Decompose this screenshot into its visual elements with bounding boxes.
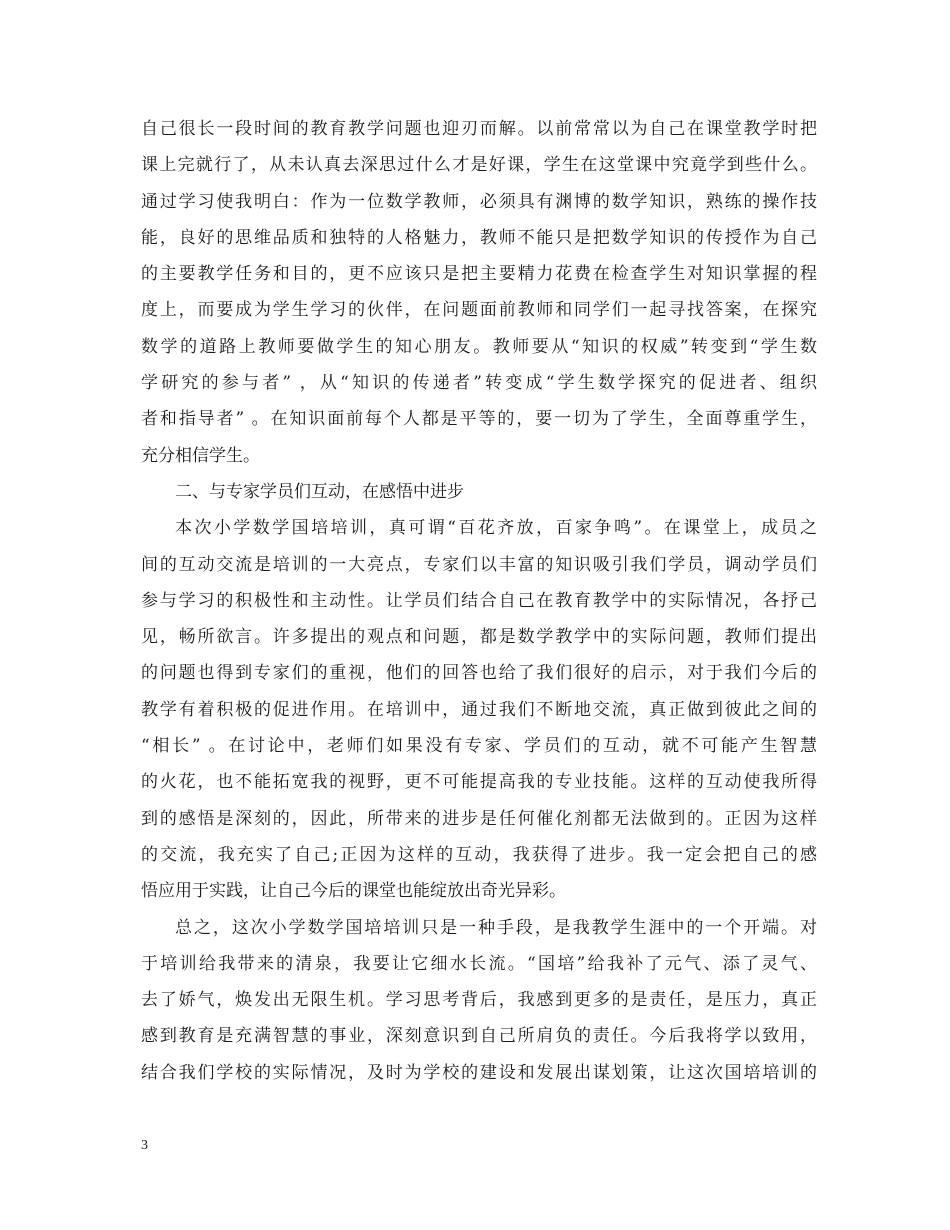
- text-line: 自己很长一段时间的教育教学问题也迎刃而解。以前常常以为自己在课堂教学时把: [141, 119, 817, 139]
- text-line: 结合我们学校的实际情况，及时为学校的建设和发展出谋划策，让这次国培培训的: [141, 1062, 817, 1083]
- text-line: 学研究的参与者” ，从“知识的传递者”转变成“学生数学探究的促进者、组织: [141, 373, 817, 394]
- text-line: 的主要教学任务和目的，更不应该只是把主要精力花费在检查学生对知识掌握的程: [141, 264, 817, 285]
- text-line: 去了娇气，焕发出无限生机。学习思考背后，我感到更多的是责任，是压力，真正: [141, 990, 817, 1011]
- text-line: 度上，而要成为学生学习的伙伴，在问题面前教师和同学们一起寻找答案，在探究: [141, 300, 817, 321]
- page-number: 3: [141, 1138, 148, 1153]
- text-line: 的火花，也不能拓宽我的视野，更不可能提高我的专业技能。这样的互动使我所得: [141, 772, 817, 793]
- text-line: 总之，这次小学数学国培培训只是一种手段，是我教学生涯中的一个开端。对: [175, 917, 817, 938]
- text-line: 参与学习的积极性和主动性。让学员们结合自己在教育教学中的实际情况，各抒己: [141, 590, 817, 611]
- text-line: 教学有着积极的促进作用。在培训中，通过我们不断地交流，真正做到彼此之间的: [141, 699, 817, 720]
- text-line: 到的感悟是深刻的，因此，所带来的进步是任何催化剂都无法做到的。正因为这样: [141, 808, 817, 829]
- text-line: 本次小学数学国培培训，真可谓“百花齐放，百家争鸣”。在课堂上，成员之: [175, 518, 817, 539]
- text-line: 见，畅所欲言。许多提出的观点和问题，都是数学教学中的实际问题，教师们提出: [141, 627, 817, 648]
- document-body: [141, 111, 817, 1091]
- text-line: 能，良好的思维品质和独特的人格魅力，教师不能只是把数学知识的传授作为自己: [141, 227, 817, 248]
- text-line: 充分相信学生。: [141, 445, 260, 466]
- text-line: “相长” 。在讨论中，老师们如果没有专家、学员们的互动，就不可能产生智慧: [141, 736, 817, 757]
- text-line: 的问题也得到专家们的重视，他们的回答也给了我们很好的启示，对于我们今后的: [141, 663, 817, 684]
- text-line: 数学的道路上教师要做学生的知心朋友。教师要从“知识的权威”转变到“学生数: [141, 336, 817, 357]
- text-line: 感到教育是充满智慧的事业，深刻意识到自己所肩负的责任。今后我将学以致用，: [141, 1026, 817, 1047]
- text-line: 者和指导者” 。在知识面前每个人都是平等的，要一切为了学生，全面尊重学生，: [141, 409, 817, 430]
- text-line: 悟应用于实践，让自己今后的课堂也能绽放出奇光异彩。: [141, 881, 566, 902]
- text-line: 于培训给我带来的清泉，我要让它细水长流。“国培”给我补了元气、添了灵气、: [141, 953, 817, 974]
- text-line: 通过学习使我明白：作为一位数学教师，必须具有渊博的数学知识，熟练的操作技: [141, 191, 817, 212]
- text-line: 二、与专家学员们互动，在感悟中进步: [175, 481, 464, 502]
- text-line: 的交流，我充实了自己;正因为这样的互动，我获得了进步。我一定会把自己的感: [141, 844, 817, 865]
- text-line: 间的互动交流是培训的一大亮点，专家们以丰富的知识吸引我们学员，调动学员们: [141, 554, 817, 575]
- text-line: 课上完就行了，从未认真去深思过什么才是好课，学生在这堂课中究竟学到些什么。: [141, 155, 817, 176]
